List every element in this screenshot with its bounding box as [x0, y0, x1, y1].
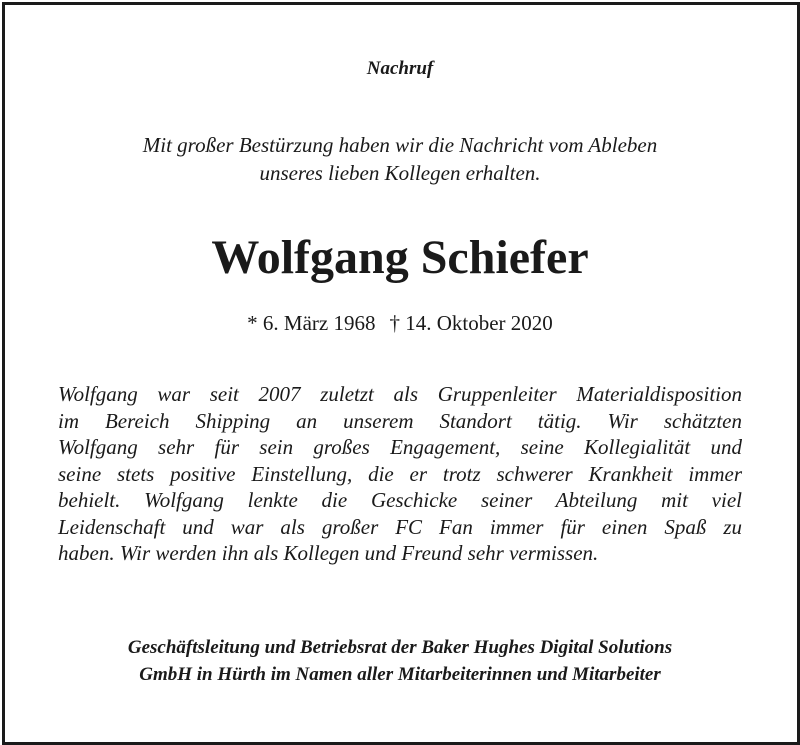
signature-line: GmbH in Hürth im Namen aller Mitarbeiterinnen und Mitarbeiter: [139, 664, 661, 685]
tribute-line: Wolfgang sehr für sein großes Engagement, seine Kollegialität und: [58, 435, 742, 459]
death-date: † 14. Oktober 2020: [389, 311, 553, 335]
tribute-line: seine stets positive Einstellung, die er trotz schwerer Krankheit immer: [58, 461, 742, 486]
notice-heading: Nachruf: [366, 58, 434, 79]
intro-line: unseres lieben Kollegen erhalten.: [259, 161, 541, 185]
life-dates: [0, 309, 800, 337]
intro-line: Mit großer Bestürzung haben wir die Nachricht vom Ableben: [142, 133, 658, 157]
birth-date: * 6. März 1968: [247, 311, 376, 335]
tribute-line: Leidenschaft und war als großer FC Fan immer für einen Spaß zu: [58, 514, 742, 539]
tribute-line: im Bereich Shipping an unserem Standort tätig. Wir schätzten: [58, 408, 742, 433]
tribute-line: haben. Wir werden ihn als Kollegen und Freund sehr vermissen.: [58, 541, 599, 565]
intro-text: [0, 131, 800, 187]
tribute-text: [58, 381, 742, 567]
deceased-name: Wolfgang Schiefer: [211, 231, 589, 284]
signature-line: Geschäftsleitung und Betriebsrat der Baker Hughes Digital Solutions: [127, 637, 673, 658]
tribute-line: Wolfgang war seit 2007 zuletzt als Gruppenleiter Materialdisposition: [58, 382, 742, 406]
signature-block: [0, 634, 800, 688]
tribute-line: behielt. Wolfgang lenkte die Geschicke seiner Abteilung mit viel: [58, 488, 742, 512]
